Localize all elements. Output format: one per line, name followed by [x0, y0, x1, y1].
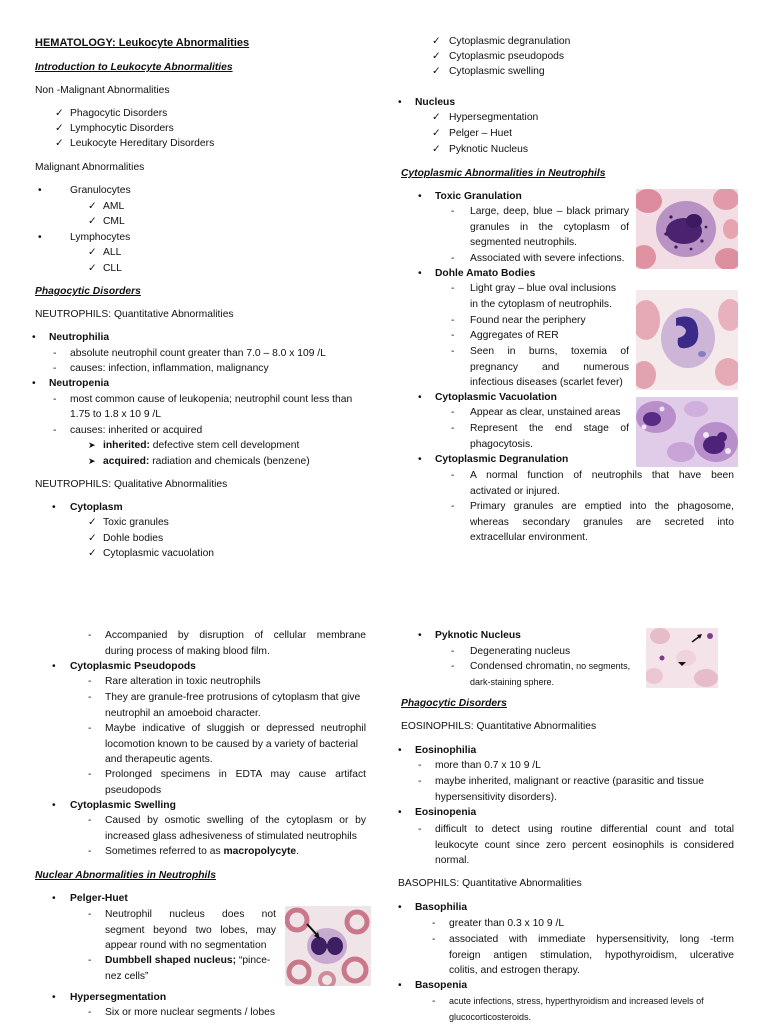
- list-item: • Cytoplasmic Degranulation: [418, 452, 568, 468]
- list-item: • Pelger-Huet: [35, 891, 128, 907]
- dash-icon: -: [451, 423, 455, 434]
- list-item: ✓ AML: [88, 199, 124, 215]
- checkmark-icon: ✓: [432, 112, 441, 123]
- checkmark-icon: ✓: [88, 216, 97, 227]
- dash-icon: -: [432, 996, 436, 1007]
- checkmark-icon: ✓: [55, 123, 64, 134]
- list-item: • Neutropenia: [35, 376, 109, 392]
- list-item: - Caused by osmotic swelling of the cytoplasm or by increased glass adhesiveness of stimulated neutrophils: [88, 815, 366, 842]
- dash-icon: -: [451, 315, 455, 326]
- list-item: ✓ Leukocyte Hereditary Disorders: [55, 136, 214, 151]
- bullet-icon: •: [398, 807, 402, 818]
- list-item: • Toxic Granulation: [418, 189, 522, 205]
- list-item-cont: 1.75 to 1.8 x 10 9 /L: [70, 409, 162, 420]
- vacuolation-micrograph: [636, 397, 738, 467]
- list-item: ✓ Cytoplasmic swelling: [432, 64, 545, 80]
- checkmark-icon: ✓: [432, 128, 441, 139]
- list-item: - greater than 0.3 x 10 9 /L: [432, 916, 564, 932]
- list-item: - Found near the periphery: [451, 313, 586, 329]
- list-item: - Rare alteration in toxic neutrophils: [88, 674, 261, 690]
- list-item: • Cytoplasm: [35, 500, 123, 516]
- list-item: • Basopenia: [398, 978, 467, 994]
- checkmark-icon: ✓: [88, 533, 97, 544]
- dash-icon: -: [88, 630, 92, 641]
- document-title: HEMATOLOGY: Leukocyte Abnormalities: [35, 37, 250, 49]
- checklist: [55, 106, 214, 151]
- phagocytic-heading-2: Phagocytic Disorders: [401, 698, 507, 709]
- bullet-icon: •: [52, 893, 56, 904]
- list-item: - absolute neutrophil count greater than 7.0 – 8.0 x 109 /L: [53, 346, 326, 362]
- arrowhead-icon: ➤: [88, 440, 96, 450]
- dash-icon: -: [451, 283, 455, 294]
- list-item: ➤ inherited: defective stem cell development: [88, 438, 299, 454]
- list-item: - acute infections, stress, hyperthyroidism and increased levels of glucocorticosteroids.: [432, 996, 704, 1022]
- list-item: ✓ Hypersegmentation: [432, 110, 538, 126]
- phagocytic-heading: Phagocytic Disorders: [35, 286, 141, 297]
- list-item: - Prolonged specimens in EDTA may cause artifact pseudopods: [88, 769, 366, 796]
- bullet-icon: •: [52, 661, 56, 672]
- list-item: - Condensed chromatin, no segments, dark-staining sphere.: [451, 661, 631, 687]
- list-item: - Accompanied by disruption of cellular membrane during process of making blood film.: [88, 630, 366, 657]
- pelger-huet-micrograph: [285, 906, 371, 986]
- list-item: ✓ Pyknotic Nucleus: [432, 142, 528, 158]
- list-item: • Eosinopenia: [398, 805, 476, 821]
- list-item: - Large, deep, blue – black primary granules in the cytoplasm of segmented neutrophils.: [451, 206, 629, 248]
- malignant-heading: Malignant Abnormalities: [35, 162, 145, 173]
- dash-icon: -: [88, 815, 92, 826]
- list-item: ✓ Cytoplasmic vacuolation: [88, 546, 214, 562]
- list-item: ✓ ALL: [88, 245, 121, 261]
- bullet-icon: •: [418, 454, 422, 465]
- dash-icon: -: [451, 407, 455, 418]
- dash-icon: -: [88, 676, 92, 687]
- dash-icon: -: [418, 776, 422, 787]
- dash-icon: -: [88, 909, 92, 920]
- dash-icon: -: [88, 692, 92, 703]
- list-item: - They are granule-free protrusions of cytoplasm that give neutrophil an amoeboid character.: [88, 692, 361, 719]
- eos-heading: EOSINOPHILS: Quantitative Abnormalities: [401, 721, 597, 732]
- bullet-icon: •: [38, 185, 42, 196]
- list-item: - Appear as clear, unstained areas: [451, 405, 621, 421]
- checkmark-icon: ✓: [88, 517, 97, 528]
- bullet-icon: •: [398, 745, 402, 756]
- arrowhead-icon: ➤: [88, 456, 96, 466]
- bullet-icon: •: [398, 980, 402, 991]
- nuclear-heading: Nuclear Abnormalities in Neutrophils: [35, 870, 216, 881]
- dash-icon: -: [418, 760, 422, 771]
- list-item: ✓ Dohle bodies: [88, 531, 163, 547]
- list-item: - Degenerating nucleus: [451, 644, 570, 660]
- dash-icon: -: [53, 394, 57, 405]
- list-item: • Dohle Amato Bodies: [418, 266, 535, 282]
- neut-qual-heading: NEUTROPHILS: Qualitative Abnormalities: [35, 479, 228, 490]
- list-item: - Represent the end stage of phagocytosis.: [451, 423, 629, 450]
- dash-icon: -: [451, 330, 455, 341]
- dash-icon: -: [451, 661, 455, 672]
- dash-icon: -: [53, 363, 57, 374]
- list-item: ✓ Pelger – Huet: [432, 126, 512, 142]
- list-item: • Eosinophilia: [398, 743, 476, 759]
- dash-icon: -: [451, 253, 455, 264]
- dash-icon: -: [451, 206, 455, 217]
- list-item: - A normal function of neutrophils that have been activated or injured.: [451, 470, 734, 497]
- list-item: - causes: inherited or acquired: [53, 423, 202, 439]
- dash-icon: -: [53, 348, 57, 359]
- list-item: • Cytoplasmic Swelling: [35, 798, 176, 814]
- list-item: • Cytoplasmic Pseudopods: [35, 659, 196, 675]
- list-item: - Six or more nuclear segments / lobes: [88, 1005, 275, 1021]
- toxic-granulation-micrograph: [636, 189, 738, 269]
- checkmark-icon: ✓: [88, 548, 97, 559]
- list-item: - Seen in burns, toxemia of pregnancy and numerous infectious diseases (scarlet fever): [451, 346, 629, 388]
- dohle-bodies-micrograph: [636, 290, 738, 390]
- dash-icon: -: [451, 470, 455, 481]
- list-item: - associated with immediate hypersensitivity, long -term foreign antigen stimulation, hypothyroidism, ulcerative colitis, and estrogen therapy.: [432, 934, 734, 976]
- dash-icon: -: [418, 824, 422, 835]
- list-item: • Basophilia: [398, 900, 467, 916]
- checkmark-icon: ✓: [88, 201, 97, 212]
- list-item: • Nucleus: [398, 95, 455, 111]
- bullet-icon: •: [418, 392, 422, 403]
- list-item: ➤ acquired: radiation and chemicals (benzene): [88, 454, 310, 470]
- list-item: ✓ Phagocytic Disorders: [55, 106, 214, 121]
- checkmark-icon: ✓: [432, 66, 441, 77]
- bullet-icon: •: [52, 992, 56, 1003]
- dash-icon: -: [88, 846, 92, 857]
- checkmark-icon: ✓: [55, 138, 64, 149]
- dash-icon: -: [451, 646, 455, 657]
- cyto-abn-heading: Cytoplasmic Abnormalities in Neutrophils: [401, 168, 606, 179]
- dash-icon: -: [88, 1007, 92, 1018]
- list-item: - Neutrophil nucleus does not segment beyond two lobes, may appear round with no segmentation: [88, 909, 276, 951]
- bullet-icon: •: [32, 332, 36, 343]
- list-item: ✓ CLL: [88, 261, 122, 277]
- list-item: - Light gray – blue oval inclusions in the cytoplasm of neutrophils.: [451, 283, 616, 310]
- checkmark-icon: ✓: [88, 247, 97, 258]
- dash-icon: -: [451, 501, 455, 512]
- list-item: • Lymphocytes: [35, 230, 130, 246]
- checkmark-icon: ✓: [432, 36, 441, 47]
- list-item: ✓ Toxic granules: [88, 515, 169, 531]
- bullet-icon: •: [398, 97, 402, 108]
- list-item: - more than 0.7 x 10 9 /L: [418, 758, 541, 774]
- neut-quant-heading: NEUTROPHILS: Quantitative Abnormalities: [35, 309, 234, 320]
- checkmark-icon: ✓: [432, 144, 441, 155]
- list-item: • Neutrophilia: [35, 330, 109, 346]
- dash-icon: -: [432, 918, 436, 929]
- bullet-icon: •: [32, 378, 36, 389]
- list-item: • Hypersegmentation: [35, 990, 166, 1006]
- nonmalignant-heading: Non -Malignant Abnormalities: [35, 85, 170, 96]
- list-item: - Associated with severe infections.: [451, 251, 625, 267]
- bullet-icon: •: [418, 630, 422, 641]
- bullet-icon: •: [418, 191, 422, 202]
- dash-icon: -: [88, 769, 92, 780]
- list-item: - Maybe indicative of sluggish or depressed neutrophil locomotion known to be caused by a variety of bacterial and therapeutic agents.: [88, 723, 366, 765]
- checkmark-icon: ✓: [432, 51, 441, 62]
- dash-icon: -: [432, 934, 436, 945]
- list-item: ✓ Lymphocytic Disorders: [55, 121, 214, 136]
- bullet-icon: •: [418, 268, 422, 279]
- intro-heading: Introduction to Leukocyte Abnormalities: [35, 62, 233, 73]
- dash-icon: -: [88, 723, 92, 734]
- list-item: - Primary granules are emptied into the phagosome, whereas secondary granules are secreted into extracellular environment.: [451, 501, 734, 543]
- list-item: ✓ Cytoplasmic degranulation: [432, 34, 570, 50]
- bullet-icon: •: [52, 502, 56, 513]
- bullet-icon: •: [38, 232, 42, 243]
- checkmark-icon: ✓: [55, 108, 64, 119]
- dash-icon: -: [88, 955, 92, 966]
- baso-heading: BASOPHILS: Quantitative Abnormalities: [398, 878, 582, 889]
- list-item: - maybe inherited, malignant or reactive (parasitic and tissue hypersensitivity disorders).: [418, 776, 704, 803]
- bullet-icon: •: [52, 800, 56, 811]
- list-item: ✓ Cytoplasmic pseudopods: [432, 49, 564, 65]
- list-item: - causes: infection, inflammation, malignancy: [53, 361, 269, 377]
- list-item: - most common cause of leukopenia; neutrophil count less than: [53, 392, 352, 408]
- list-item: - Dumbbell shaped nucleus; “pince- nez cells”: [88, 955, 271, 982]
- bullet-icon: •: [398, 902, 402, 913]
- list-item: • Pyknotic Nucleus: [418, 628, 521, 644]
- pyknotic-micrograph: [646, 628, 718, 688]
- dash-icon: -: [53, 425, 57, 436]
- list-item: - difficult to detect using routine differential count and total leukocyte count since zero percent eosinophils is considered normal.: [418, 824, 734, 866]
- dash-icon: -: [451, 346, 455, 357]
- list-item: - Aggregates of RER: [451, 328, 559, 344]
- list-item: - Sometimes referred to as macropolycyte.: [88, 844, 299, 860]
- list-item: • Cytoplasmic Vacuolation: [418, 390, 557, 406]
- list-item: • Granulocytes: [35, 183, 131, 199]
- list-item: ✓ CML: [88, 214, 125, 230]
- checkmark-icon: ✓: [88, 263, 97, 274]
